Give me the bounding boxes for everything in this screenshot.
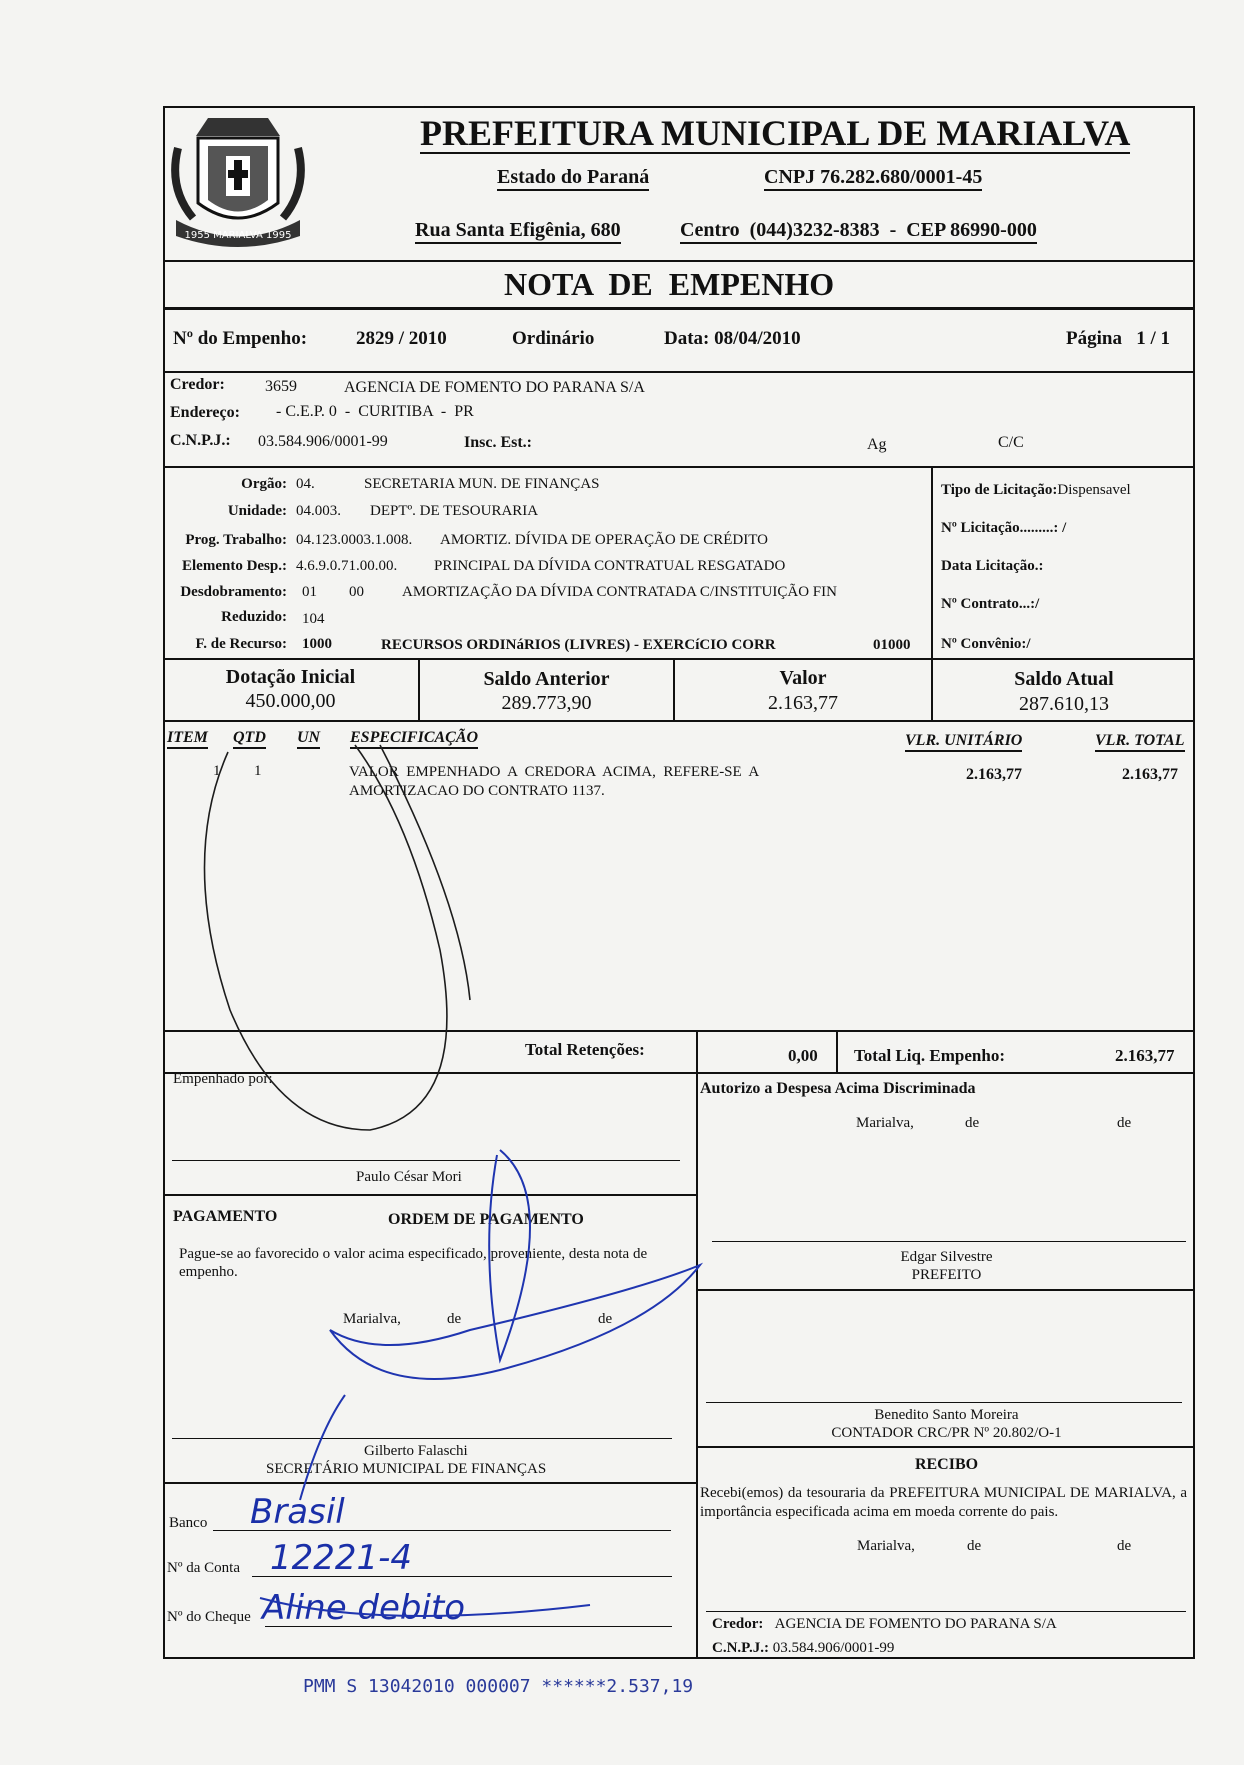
- recibo-text: Recebi(emos) da tesouraria da PREFEITURA MUNICIPAL DE MARIALVA, a importância especificada acima em moeda corrente do pais.: [700, 1485, 1187, 1520]
- elemento-desc: PRINCIPAL DA DÍVIDA CONTRATUAL RESGATADO: [434, 558, 786, 574]
- col-vlr-unitario: VLR. UNITÁRIO: [905, 732, 1022, 752]
- desdobramento-desc: AMORTIZAÇÃO DA DÍVIDA CONTRATADA C/INSTITUIÇÃO FIN: [402, 584, 837, 600]
- total-liq-value: 2.163,77: [1115, 1046, 1175, 1065]
- fonte-recurso-label: F. de Recurso:: [195, 636, 287, 652]
- row-item: 1: [213, 763, 221, 779]
- prog-code: 04.123.0003.1.008.: [296, 532, 413, 548]
- reduzido-code: 104: [302, 611, 325, 627]
- print-stamp: PMM S 13042010 000007 ******2.537,19: [303, 1676, 694, 1697]
- fonte-recurso-code: 1000: [302, 636, 332, 652]
- numero-licitacao: Nº Licitação.........: /: [941, 520, 1067, 536]
- saldo-anterior-value: 289.773,90: [501, 692, 592, 714]
- credor-name: AGENCIA DE FOMENTO DO PARANA S/A: [344, 379, 645, 396]
- autorizo-text: Autorizo a Despesa Acima Discriminada: [700, 1080, 976, 1097]
- page-title: PREFEITURA MUNICIPAL DE MARIALVA: [420, 113, 1131, 153]
- valor-label: Valor: [779, 667, 827, 689]
- ordem-de2: de: [598, 1311, 613, 1327]
- recibo-title: RECIBO: [914, 1456, 979, 1473]
- autorizo-de2: de: [1117, 1115, 1132, 1131]
- unidade-code: 04.003.: [296, 503, 341, 519]
- empenho-type: Ordinário: [512, 328, 595, 349]
- unidade-desc: DEPTº. DE TESOURARIA: [370, 503, 539, 519]
- cnpj-header: CNPJ 76.282.680/0001-45: [764, 166, 982, 191]
- desdobramento-label: Desdobramento:: [180, 584, 287, 600]
- prefeito-nome: Edgar Silvestre: [900, 1249, 993, 1265]
- secretario-nome: Gilberto Falaschi: [364, 1443, 468, 1459]
- prog-label: Prog. Trabalho:: [185, 532, 287, 548]
- row-qtd: 1: [254, 763, 262, 779]
- doc-title: NOTA DE EMPENHO: [504, 266, 835, 302]
- page-number: Página 1 / 1: [1066, 328, 1170, 349]
- credor-address: - C.E.P. 0 - CURITIBA - PR: [276, 403, 474, 420]
- row-vlr-total: 2.163,77: [1122, 766, 1178, 783]
- reduzido-label: Reduzido:: [221, 609, 287, 625]
- recibo-de1: de: [967, 1538, 982, 1554]
- credor-code: 3659: [265, 378, 297, 395]
- ordem-de1: de: [447, 1311, 462, 1327]
- data-licitacao: Data Licitação.:: [941, 558, 1044, 574]
- desdobramento-code1: 01: [302, 584, 317, 600]
- contact-header: Centro (044)3232-8383 - CEP 86990-000: [680, 219, 1037, 244]
- numero-convenio: Nº Convênio:/: [941, 636, 1031, 652]
- total-liq-label: Total Liq. Empenho:: [854, 1046, 1005, 1065]
- cheque-handwritten: Aline debito: [262, 1588, 466, 1628]
- dotacao-inicial-value: 450.000,00: [245, 690, 336, 712]
- recibo-cnpj: C.N.P.J.: 03.584.906/0001-99: [712, 1640, 895, 1656]
- fonte-recurso-code2: 01000: [873, 637, 911, 653]
- credor-cnpj: 03.584.906/0001-99: [258, 433, 388, 450]
- saldo-anterior-label: Saldo Anterior: [483, 668, 610, 690]
- desdobramento-code2: 00: [349, 584, 364, 600]
- total-retencoes-label: Total Retenções:: [525, 1040, 645, 1059]
- valor-value: 2.163,77: [768, 692, 838, 714]
- dotacao-inicial-label: Dotação Inicial: [225, 666, 356, 688]
- autorizo-marialva: Marialva,: [856, 1115, 914, 1131]
- elemento-label: Elemento Desp.:: [182, 558, 287, 574]
- recibo-marialva: Marialva,: [857, 1538, 915, 1554]
- col-qtd: QTD: [233, 729, 266, 749]
- credor-label: Credor:: [170, 376, 225, 393]
- state-name: Estado do Paraná: [497, 166, 649, 191]
- recibo-credor: Credor: AGENCIA DE FOMENTO DO PARANA S/A: [712, 1616, 1057, 1632]
- contador-nome: Benedito Santo Moreira: [874, 1407, 1019, 1423]
- total-retencoes-value: 0,00: [788, 1046, 818, 1065]
- fonte-recurso-desc: RECURSOS ORDINáRIOS (LIVRES) - EXERCíCIO CORR: [381, 637, 776, 653]
- pague-se-text: Pague-se ao favorecido o valor acima especificado, proveniente, desta nota de empenho.: [179, 1246, 648, 1280]
- empenhado-por-label: Empenhado por:: [173, 1071, 273, 1087]
- autorizo-de1: de: [965, 1115, 980, 1131]
- unidade-label: Unidade:: [227, 503, 287, 519]
- insc-est-label: Insc. Est.:: [464, 434, 533, 451]
- saldo-atual-value: 287.610,13: [1019, 693, 1109, 715]
- secretario-cargo: SECRETÁRIO MUNICIPAL DE FINANÇAS: [266, 1461, 547, 1477]
- cnpj-label: C.N.P.J.:: [170, 432, 231, 449]
- prefeito-cargo: PREFEITO: [911, 1267, 982, 1283]
- banco-label: Banco: [169, 1515, 208, 1531]
- col-vlr-total: VLR. TOTAL: [1095, 732, 1185, 752]
- cheque-label: Nº do Cheque: [167, 1609, 251, 1625]
- pagamento-label: PAGAMENTO: [173, 1208, 278, 1225]
- empenhado-por-nome: Paulo César Mori: [356, 1169, 462, 1185]
- ordem-pagamento-label: ORDEM DE PAGAMENTO: [388, 1211, 584, 1228]
- col-un: UN: [297, 729, 320, 749]
- empenho-number: 2829 / 2010: [356, 328, 447, 349]
- conta-label: Nº da Conta: [167, 1560, 240, 1576]
- banco-handwritten: Brasil: [250, 1492, 345, 1532]
- col-item: ITEM: [167, 729, 208, 749]
- empenho-label: Nº do Empenho:: [173, 328, 308, 349]
- row-vlr-unitario: 2.163,77: [966, 766, 1022, 783]
- row-espec-line2: AMORTIZACAO DO CONTRATO 1137.: [349, 783, 605, 799]
- contador-cargo: CONTADOR CRC/PR Nº 20.802/O-1: [831, 1425, 1062, 1441]
- orgao-code: 04.: [296, 476, 315, 492]
- orgao-label: Orgão:: [241, 476, 287, 492]
- tipo-licitacao: Tipo de Licitação:Dispensavel: [941, 482, 1131, 498]
- orgao-desc: SECRETARIA MUN. DE FINANÇAS: [364, 476, 600, 492]
- saldo-atual-label: Saldo Atual: [1014, 668, 1114, 690]
- numero-contrato: Nº Contrato...:/: [941, 596, 1040, 612]
- address-header: Rua Santa Efigênia, 680: [415, 219, 621, 244]
- empenho-date: Data: 08/04/2010: [664, 328, 801, 349]
- prog-desc: AMORTIZ. DÍVIDA DE OPERAÇÃO DE CRÉDITO: [440, 532, 768, 548]
- recibo-de2: de: [1117, 1538, 1132, 1554]
- crest-band-text: 1955 MARIALVA 1995: [184, 230, 292, 241]
- col-especificacao: ESPECIFICAÇÃO: [350, 729, 478, 749]
- address-label: Endereço:: [170, 404, 240, 421]
- cc-label: C/C: [998, 434, 1024, 451]
- ag-label: Ag: [867, 436, 887, 453]
- row-espec-line1: VALOR EMPENHADO A CREDORA ACIMA, REFERE-SE A: [349, 764, 760, 780]
- ordem-marialva: Marialva,: [343, 1311, 401, 1327]
- conta-handwritten: 12221-4: [270, 1538, 413, 1578]
- elemento-code: 4.6.9.0.71.00.00.: [296, 558, 398, 574]
